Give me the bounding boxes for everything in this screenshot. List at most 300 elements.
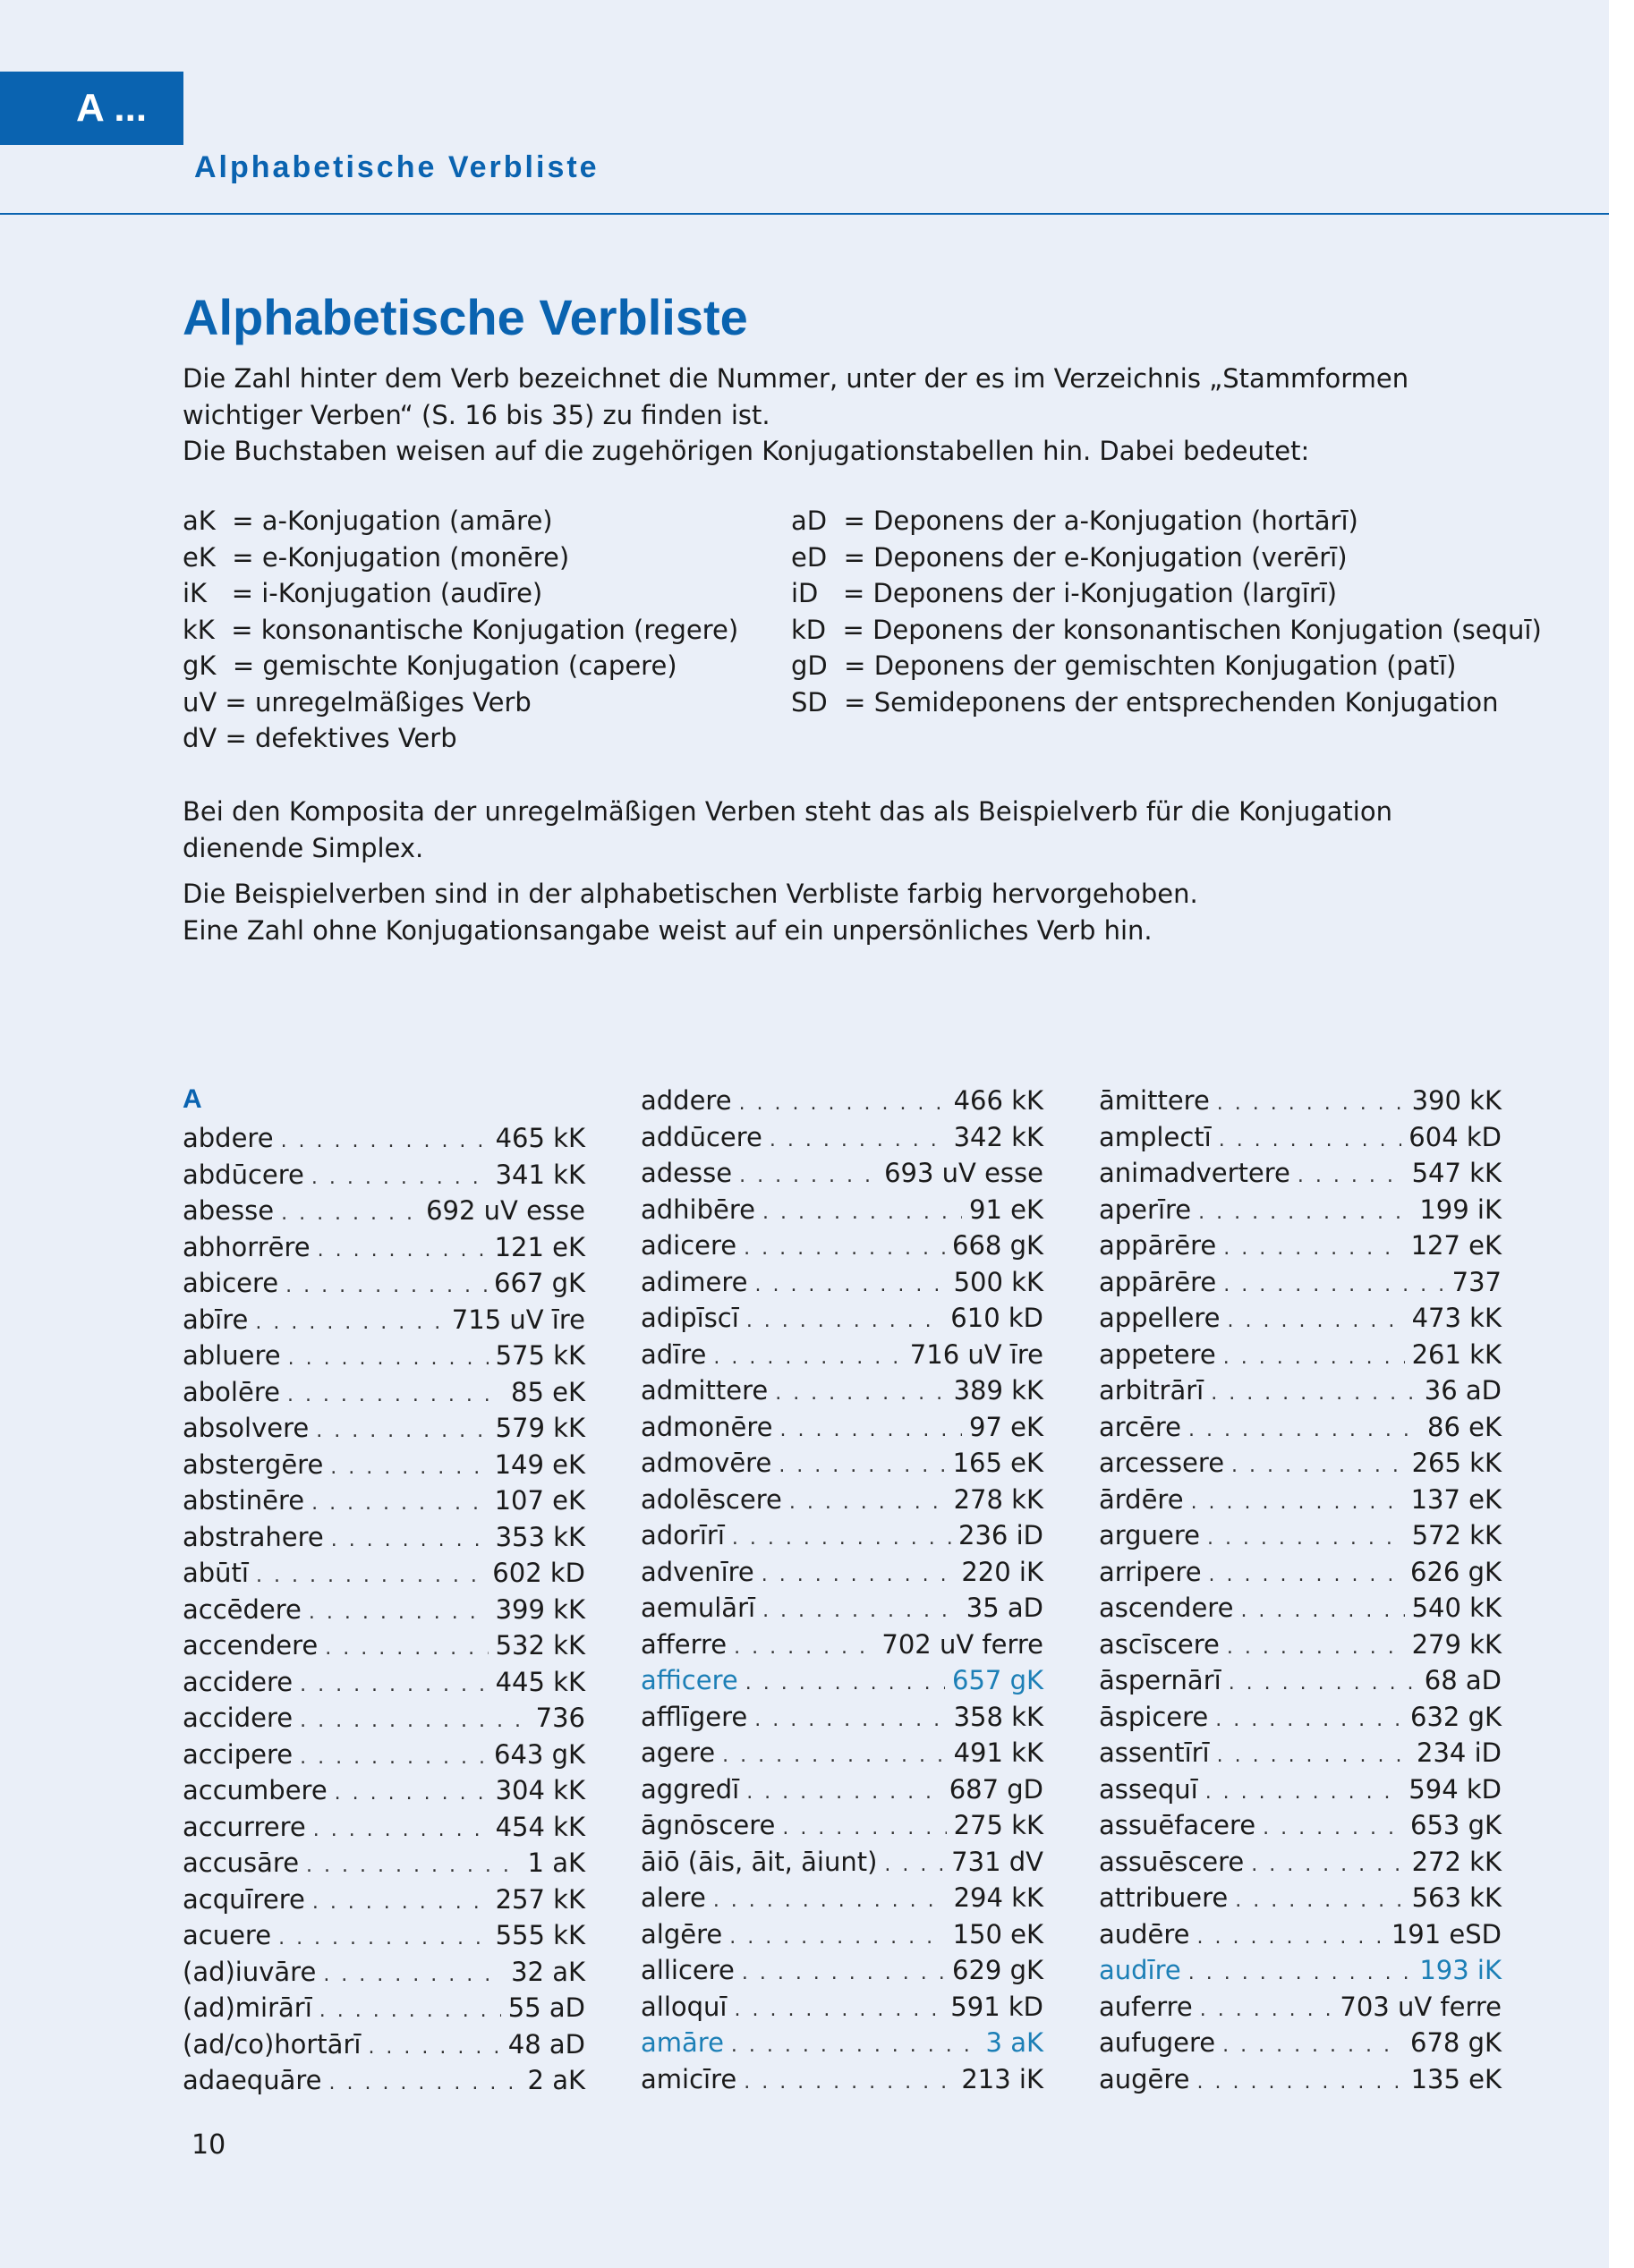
page-number: 10 xyxy=(191,2129,226,2161)
verb-name: algēre xyxy=(641,1918,723,1949)
verb-entry xyxy=(1099,1409,1502,1446)
verb-reference: 626 gK xyxy=(1410,1556,1502,1587)
verb-name: adipīscī xyxy=(641,1303,739,1333)
verb-reference: 97 eK xyxy=(969,1411,1043,1442)
verb-reference: 604 kD xyxy=(1408,1121,1502,1152)
verb-entry xyxy=(183,1519,585,1556)
verb-name: addere xyxy=(641,1085,732,1116)
leader-dots xyxy=(330,1450,487,1487)
verb-entry-example xyxy=(1099,1952,1502,1989)
verb-reference: 390 kK xyxy=(1411,1085,1502,1116)
notes-line-3: Eine Zahl ohne Konjugationsangabe weist auf ein unpersönliches Verb hin. xyxy=(183,914,1153,946)
legend-entry: SD = Semideponens der entsprechenden Konjugation xyxy=(791,686,1499,718)
verb-reference: 279 kK xyxy=(1411,1628,1502,1660)
verb-entry xyxy=(641,1771,1043,1808)
verb-reference: 165 eK xyxy=(952,1448,1043,1478)
verb-reference: 678 gK xyxy=(1410,2027,1502,2058)
verb-entry xyxy=(641,1989,1043,2026)
leader-dots xyxy=(325,1631,488,1668)
verb-name: abdere xyxy=(183,1123,274,1153)
legend-entry: eK = e-Konjugation (monēre) xyxy=(183,541,570,573)
verb-reference: 199 iK xyxy=(1419,1193,1502,1225)
verb-name: (ad)iuvāre xyxy=(183,1956,317,1987)
verb-entry xyxy=(183,1845,585,1882)
verb-entry xyxy=(1099,2025,1502,2061)
leader-dots xyxy=(285,1269,487,1305)
verb-name: assuēfacere xyxy=(1099,1810,1256,1840)
verb-entry xyxy=(641,1155,1043,1192)
verb-name: abīre xyxy=(183,1304,249,1335)
verb-column-1 xyxy=(183,1083,585,2099)
leader-dots xyxy=(789,1485,947,1522)
leader-dots xyxy=(1223,1231,1403,1268)
verb-entry xyxy=(641,1119,1043,1156)
verb-entry xyxy=(641,1627,1043,1663)
verb-reference: 149 eK xyxy=(494,1448,585,1480)
verb-reference: 399 kK xyxy=(495,1593,585,1625)
verb-entry xyxy=(183,1193,585,1229)
verb-name: adolēscere xyxy=(641,1483,782,1515)
verb-name: adorīrī xyxy=(641,1520,725,1550)
verb-reference: 687 gD xyxy=(949,1773,1043,1805)
leader-dots xyxy=(1223,1340,1405,1377)
verb-entry xyxy=(1099,1989,1502,2026)
leader-dots xyxy=(884,1848,944,1884)
verb-entry xyxy=(183,1664,585,1701)
verb-entry xyxy=(183,1482,585,1519)
leader-dots xyxy=(1200,1992,1333,2029)
verb-name: accusāre xyxy=(183,1848,300,1878)
verb-reference: 693 uV esse xyxy=(884,1158,1043,1188)
verb-name: āspicere xyxy=(1099,1701,1209,1732)
leader-dots xyxy=(318,1233,488,1270)
leader-dots xyxy=(1219,1123,1402,1159)
verb-name: afflīgere xyxy=(641,1701,748,1732)
verb-reference: 32 aK xyxy=(511,1956,585,1987)
verb-name: accidere xyxy=(183,1666,294,1697)
verb-name: amāre xyxy=(641,2027,724,2058)
verb-reference: 191 eSD xyxy=(1391,1918,1502,1949)
verb-entry xyxy=(641,1952,1043,1989)
leader-dots xyxy=(255,1305,444,1342)
verb-reference: 465 kK xyxy=(495,1123,585,1153)
legend-entry: aD = Deponens der a-Konjugation (hortārī) xyxy=(791,505,1358,536)
verb-name: assuēscere xyxy=(1099,1846,1245,1877)
leader-dots xyxy=(309,1595,489,1632)
leader-dots xyxy=(770,1123,947,1159)
verb-name: accēdere xyxy=(183,1593,302,1625)
verb-name: appārēre xyxy=(1099,1266,1217,1297)
verb-reference: 272 kK xyxy=(1411,1846,1502,1877)
verb-entry xyxy=(1099,1662,1502,1699)
legend-entry: kD = Deponens der konsonantischen Konjugation (sequī) xyxy=(791,614,1542,645)
verb-name: alere xyxy=(641,1882,706,1913)
leader-dots xyxy=(300,1703,529,1740)
verb-entry xyxy=(1099,1372,1502,1409)
verb-name: assequī xyxy=(1099,1773,1198,1805)
leader-dots xyxy=(1227,1630,1405,1667)
verb-entry xyxy=(1099,1083,1502,1119)
leader-dots xyxy=(762,1558,955,1594)
verb-reference: 653 gK xyxy=(1410,1810,1502,1840)
verb-entry xyxy=(1099,1445,1502,1482)
verb-name: arripere xyxy=(1099,1556,1202,1587)
verb-name: (ad/co)hortārī xyxy=(183,2028,362,2060)
verb-entry xyxy=(183,1809,585,1846)
legend-entry: dV = defektives Verb xyxy=(183,723,457,753)
verb-entry xyxy=(183,1592,585,1628)
verb-name: audēre xyxy=(1099,1918,1190,1949)
verb-entry xyxy=(183,1338,585,1374)
legend-entry: gD = Deponens der gemischten Konjugation (patī) xyxy=(791,650,1457,681)
verb-entry xyxy=(641,1192,1043,1228)
verb-entry xyxy=(183,1447,585,1483)
verb-name: adesse xyxy=(641,1158,733,1188)
verb-reference: 500 kK xyxy=(953,1266,1043,1297)
verb-name: absolvere xyxy=(183,1413,310,1443)
verb-entry xyxy=(1099,1735,1502,1771)
leader-dots xyxy=(734,1630,874,1667)
verb-entry xyxy=(641,1300,1043,1337)
leader-dots xyxy=(311,1486,487,1523)
verb-reference: 278 kK xyxy=(953,1483,1043,1515)
leader-dots xyxy=(775,1376,946,1413)
verb-name: abdūcere xyxy=(183,1159,304,1190)
verb-reference: 135 eK xyxy=(1410,2063,1502,2094)
leader-dots xyxy=(287,1378,504,1414)
verb-reference: 137 eK xyxy=(1410,1483,1502,1515)
verb-reference: 304 kK xyxy=(495,1775,585,1805)
verb-entry xyxy=(183,1120,585,1157)
leader-dots xyxy=(713,1340,902,1377)
verb-entry xyxy=(1099,1771,1502,1808)
verb-name: accurrere xyxy=(183,1811,306,1842)
leader-dots xyxy=(1298,1159,1405,1195)
verb-name: (ad)mirārī xyxy=(183,1992,312,2023)
verb-name: accendere xyxy=(183,1630,319,1661)
verb-entry xyxy=(641,1699,1043,1736)
leader-dots xyxy=(1205,1775,1402,1812)
verb-name: acuere xyxy=(183,1920,272,1950)
verb-reference: 445 kK xyxy=(495,1666,585,1697)
verb-entry xyxy=(1099,1880,1502,1916)
leader-dots xyxy=(300,1740,487,1777)
leader-dots xyxy=(319,1993,501,2030)
verb-reference: 668 gK xyxy=(952,1230,1043,1261)
verb-name: afficere xyxy=(641,1665,738,1695)
verb-reference: 610 kD xyxy=(950,1303,1043,1333)
verb-reference: 591 kD xyxy=(950,1991,1043,2022)
verb-reference: 703 uV ferre xyxy=(1340,1991,1502,2022)
verb-name: āgnōscere xyxy=(641,1810,776,1840)
leader-dots xyxy=(278,1921,489,1958)
notes-line-2: Die Beispielverben sind in der alphabetischen Verbliste farbig hervorgehoben. xyxy=(183,879,1198,909)
legend-entry: gK = gemischte Konjugation (capere) xyxy=(183,650,677,681)
verb-entry xyxy=(1099,1916,1502,1953)
verb-entry xyxy=(183,1410,585,1447)
verb-entry xyxy=(641,1916,1043,1953)
verb-reference: 341 kK xyxy=(495,1159,585,1190)
verb-entry xyxy=(641,1517,1043,1554)
leader-dots xyxy=(1207,1521,1405,1558)
verb-name: amicīre xyxy=(641,2063,737,2094)
leader-dots xyxy=(281,1196,419,1233)
verb-name: adicere xyxy=(641,1230,737,1261)
verb-reference: 1 aK xyxy=(527,1848,585,1878)
verb-reference: 473 kK xyxy=(1411,1303,1502,1333)
notes-text xyxy=(183,794,1498,948)
verb-reference: 275 kK xyxy=(953,1810,1043,1840)
verb-entry xyxy=(641,1482,1043,1518)
verb-reference: 257 kK xyxy=(495,1883,585,1915)
chapter-tab: A ... xyxy=(0,72,183,145)
verb-entry xyxy=(1099,1264,1502,1301)
verb-reference: 35 aD xyxy=(966,1593,1043,1623)
running-header: Alphabetische Verbliste xyxy=(194,150,600,184)
verb-reference: 629 gK xyxy=(952,1955,1043,1985)
page-title: Alphabetische Verbliste xyxy=(183,289,748,345)
verb-name: abesse xyxy=(183,1195,275,1226)
legend-entry: eD = Deponens der e-Konjugation (verērī) xyxy=(791,541,1348,573)
leader-dots xyxy=(1188,1956,1413,1992)
verb-entry-example xyxy=(641,2025,1043,2061)
leader-dots xyxy=(1263,1811,1403,1848)
verb-reference: 657 gK xyxy=(952,1665,1043,1695)
verb-entry xyxy=(1099,1192,1502,1228)
verb-entry xyxy=(183,1772,585,1809)
verb-name: augēre xyxy=(1099,2063,1190,2094)
verb-name: arguere xyxy=(1099,1520,1200,1550)
verb-reference: 540 kK xyxy=(1411,1593,1502,1623)
notes-paragraph-1: Bei den Komposita der unregelmäßigen Verben steht das als Beispielverb für die Konjugation dienende Simplex. xyxy=(183,796,1392,863)
verb-entry xyxy=(183,1990,585,2026)
section-letter: A xyxy=(183,1084,202,1114)
leader-dots xyxy=(780,1413,962,1449)
verb-entry xyxy=(183,1555,585,1592)
leader-dots xyxy=(744,2065,954,2102)
verb-entry xyxy=(641,1337,1043,1373)
leader-dots xyxy=(742,1956,945,1992)
leader-dots xyxy=(713,1883,947,1920)
legend-entry: kK = konsonantische Konjugation (regere) xyxy=(183,614,739,645)
verb-entry xyxy=(1099,1300,1502,1337)
verb-reference: 3 aK xyxy=(985,2027,1043,2058)
verb-entry xyxy=(183,2062,585,2099)
verb-name: audīre xyxy=(1099,1955,1181,1985)
verb-reference: 193 iK xyxy=(1419,1955,1502,1985)
verb-reference: 594 kD xyxy=(1408,1773,1502,1805)
verb-reference: 667 gK xyxy=(494,1268,585,1298)
verb-entry xyxy=(641,1880,1043,1916)
verb-name: appārēre xyxy=(1099,1230,1217,1261)
verb-name: arcēre xyxy=(1099,1411,1181,1442)
leader-dots xyxy=(722,1738,946,1775)
verb-entry xyxy=(183,1157,585,1193)
intro-text xyxy=(183,361,1498,470)
leader-dots xyxy=(754,1268,946,1304)
verb-entry xyxy=(641,2061,1043,2098)
leader-dots xyxy=(732,1521,951,1558)
leader-dots xyxy=(1217,1086,1405,1123)
verb-entry xyxy=(641,1409,1043,1446)
leader-dots xyxy=(745,1666,945,1703)
verb-reference: 2 aK xyxy=(527,2065,585,2095)
verb-entry xyxy=(1099,2061,1502,2098)
leader-dots xyxy=(1191,1485,1404,1522)
verb-name: adaequāre xyxy=(183,2065,322,2095)
verb-name: abolēre xyxy=(183,1376,280,1407)
verb-name: āspernārī xyxy=(1099,1665,1221,1695)
verb-reference: 643 gK xyxy=(494,1738,585,1770)
verb-name: auferre xyxy=(1099,1991,1193,2022)
verb-name: acquīrere xyxy=(183,1883,305,1915)
verb-reference: 731 dV xyxy=(951,1846,1043,1877)
leader-dots xyxy=(762,1195,962,1232)
leader-dots xyxy=(1222,2028,1403,2065)
verb-name: admovēre xyxy=(641,1448,772,1478)
verb-entry xyxy=(183,1917,585,1954)
leader-dots xyxy=(782,1811,946,1848)
leader-dots xyxy=(762,1593,959,1630)
verb-name: appellere xyxy=(1099,1303,1221,1333)
verb-name: admonēre xyxy=(641,1411,773,1442)
verb-entry xyxy=(183,2026,585,2063)
verb-entry xyxy=(641,1227,1043,1264)
verb-reference: 36 aD xyxy=(1424,1375,1502,1406)
verb-reference: 68 aD xyxy=(1424,1665,1502,1695)
verb-name: attribuere xyxy=(1099,1882,1229,1913)
verb-name: ārdēre xyxy=(1099,1483,1184,1515)
verb-entry xyxy=(641,1590,1043,1627)
leader-dots xyxy=(311,1160,489,1197)
leader-dots xyxy=(1217,1738,1409,1775)
verb-name: accipere xyxy=(183,1738,294,1770)
legend-entry: iD = Deponens der i-Konjugation (largīrī) xyxy=(791,578,1338,608)
leader-dots xyxy=(1235,1883,1404,1920)
verb-entry xyxy=(641,1807,1043,1844)
verb-name: accumbere xyxy=(183,1775,328,1805)
leader-dots xyxy=(1197,2065,1404,2102)
verb-entry xyxy=(1099,1119,1502,1156)
verb-entry xyxy=(183,1265,585,1302)
verb-name: aggredī xyxy=(641,1773,740,1805)
leader-dots xyxy=(1198,1195,1412,1232)
verb-column-3 xyxy=(1099,1083,1502,2097)
verb-reference: 632 gK xyxy=(1410,1701,1502,1732)
verb-reference: 491 kK xyxy=(953,1737,1043,1768)
verb-name: abstergēre xyxy=(183,1448,324,1480)
legend-entry: iK = i-Konjugation (audīre) xyxy=(183,578,543,608)
verb-reference: 234 iD xyxy=(1417,1737,1502,1768)
verb-reference: 602 kD xyxy=(492,1558,585,1588)
verb-name: ascīscere xyxy=(1099,1628,1220,1660)
verb-reference: 579 kK xyxy=(495,1413,585,1443)
leader-dots xyxy=(779,1448,945,1485)
legend-entry: aK = a-Konjugation (amāre) xyxy=(183,505,553,536)
verb-reference: 454 kK xyxy=(495,1811,585,1842)
verb-name: admittere xyxy=(641,1375,769,1406)
leader-dots xyxy=(1229,1666,1417,1703)
verb-reference: 55 aD xyxy=(507,1992,585,2023)
verb-entry xyxy=(641,1844,1043,1881)
verb-reference: 107 eK xyxy=(494,1485,585,1516)
verb-reference: 91 eK xyxy=(969,1193,1043,1225)
leader-dots xyxy=(288,1341,489,1378)
verb-entry-example xyxy=(641,1662,1043,1699)
verb-reference: 389 kK xyxy=(953,1375,1043,1406)
leader-dots xyxy=(1197,1920,1384,1957)
leader-dots xyxy=(300,1668,489,1704)
verb-reference: 358 kK xyxy=(953,1701,1043,1732)
verb-name: allicere xyxy=(641,1955,735,1985)
verb-reference: 353 kK xyxy=(495,1521,585,1552)
leader-dots xyxy=(316,1414,488,1450)
verb-entry xyxy=(1099,1627,1502,1663)
leader-dots xyxy=(306,1848,520,1885)
verb-reference: 261 kK xyxy=(1411,1338,1502,1370)
verb-entry xyxy=(183,1954,585,1991)
verb-name: ascendere xyxy=(1099,1593,1234,1623)
verb-reference: 572 kK xyxy=(1411,1520,1502,1550)
leader-dots xyxy=(1240,1593,1404,1630)
verb-entry xyxy=(1099,1337,1502,1373)
leader-dots xyxy=(739,1159,877,1195)
verb-reference: 692 uV esse xyxy=(426,1195,585,1226)
intro-paragraph-1: Die Zahl hinter dem Verb bezeichnet die Nummer, unter der es im Verzeichnis „Stammformen wichtiger Verben“ (S. 16 bis 35) zu finden ist. xyxy=(183,363,1409,430)
verb-name: āiō (āis, āit, āiunt) xyxy=(641,1846,878,1877)
verb-entry xyxy=(641,1083,1043,1119)
leader-dots xyxy=(368,2030,500,2067)
verb-name: accidere xyxy=(183,1703,294,1733)
leader-dots xyxy=(731,2028,979,2065)
verb-name: appetere xyxy=(1099,1338,1216,1370)
verb-reference: 213 iK xyxy=(961,2063,1043,2094)
verb-entry xyxy=(1099,1517,1502,1554)
verb-entry xyxy=(183,1882,585,1918)
leader-dots xyxy=(1231,1448,1405,1485)
leader-dots xyxy=(313,1813,489,1849)
verb-entry xyxy=(183,1700,585,1737)
verb-reference: 716 uV īre xyxy=(909,1338,1043,1370)
verb-name: adhibēre xyxy=(641,1193,755,1225)
verb-entry xyxy=(641,1372,1043,1409)
verb-reference: 220 iK xyxy=(961,1556,1043,1587)
verb-name: abluere xyxy=(183,1340,281,1371)
leader-dots xyxy=(1211,1376,1417,1413)
verb-entry xyxy=(641,1445,1043,1482)
verb-reference: 737 xyxy=(1451,1266,1502,1297)
verb-entry xyxy=(1099,1807,1502,1844)
verb-reference: 715 uV īre xyxy=(451,1304,585,1335)
verb-reference: 121 eK xyxy=(494,1231,585,1262)
verb-name: addūcere xyxy=(641,1121,762,1152)
verb-entry xyxy=(183,1627,585,1664)
verb-entry xyxy=(183,1302,585,1338)
header-divider xyxy=(0,213,1609,215)
verb-reference: 127 eK xyxy=(1410,1230,1502,1261)
verb-entry xyxy=(183,1229,585,1266)
verb-name: aemulārī xyxy=(641,1593,756,1623)
verb-reference: 555 kK xyxy=(495,1920,585,1950)
leader-dots xyxy=(746,1775,942,1812)
verb-name: assentīrī xyxy=(1099,1737,1210,1768)
leader-dots xyxy=(1215,1703,1403,1739)
verb-name: abicere xyxy=(183,1268,279,1298)
verb-reference: 265 kK xyxy=(1411,1448,1502,1478)
verb-entry xyxy=(641,1735,1043,1771)
verb-entry xyxy=(641,1264,1043,1301)
verb-name: abstinēre xyxy=(183,1485,305,1516)
